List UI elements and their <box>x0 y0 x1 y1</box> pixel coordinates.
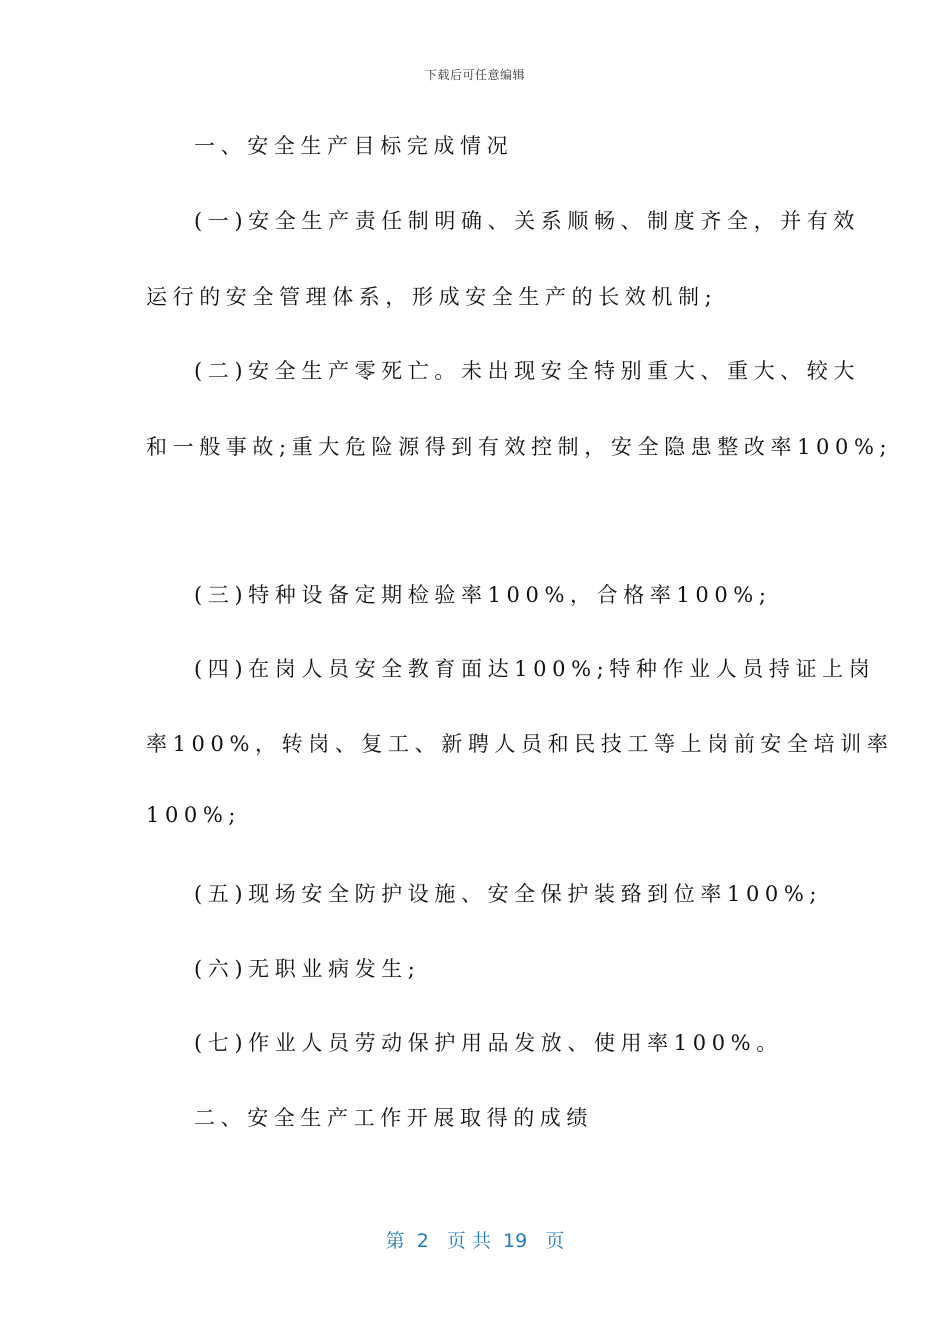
paragraph-line: (四)在岗人员安全教育面达100%;特种作业人员持证上岗 <box>194 657 876 681</box>
paragraph-line: (七)作业人员劳动保护用品发放、使用率100%。 <box>194 1031 783 1055</box>
paragraph-line: 和一般事故;重大危险源得到有效控制，安全隐患整改率100%; <box>146 435 893 459</box>
paragraph-line: 100%; <box>146 803 242 827</box>
page-number-footer: 第 2 页 共 19 页 <box>385 1230 565 1252</box>
paragraph-line: (六)无职业病发生; <box>194 957 421 981</box>
section-heading-1: 一、安全生产目标完成情况 <box>194 134 514 158</box>
paragraph-line: 率100%，转岗、复工、新聘人员和民技工等上岗前安全培训率 <box>146 732 894 756</box>
paragraph-line: (一)安全生产责任制明确、关系顺畅、制度齐全，并有效 <box>194 209 860 233</box>
paragraph-line: (五)现场安全防护设施、安全保护装臵到位率100%; <box>194 882 823 906</box>
paragraph-line: 运行的安全管理体系，形成安全生产的长效机制; <box>146 285 718 309</box>
paragraph-line: (二)安全生产零死亡。未出现安全特别重大、重大、较大 <box>194 359 860 383</box>
section-heading-2: 二、安全生产工作开展取得的成绩 <box>194 1106 593 1130</box>
paragraph-line: (三)特种设备定期检验率100%，合格率100%; <box>194 583 772 607</box>
page-header-note: 下载后可任意编辑 <box>424 68 525 82</box>
